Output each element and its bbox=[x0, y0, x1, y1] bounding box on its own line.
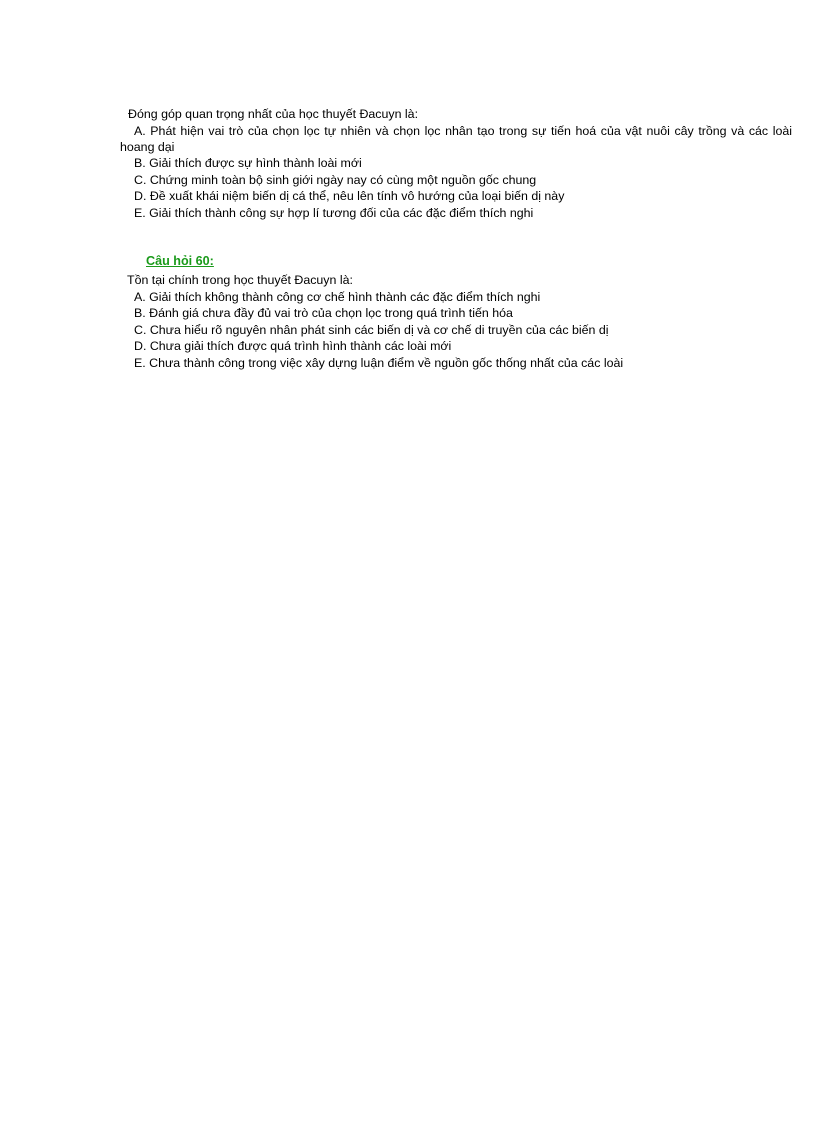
question-59-option-b: B. Giải thích được sự hình thành loài mới bbox=[134, 156, 362, 170]
question-59-option-a: A. Phát hiện vai trò của chọn lọc tự nhiên và chọn lọc nhân tạo trong sự tiến hoá của vật nuôi cây trồng và các loài hoang dại bbox=[120, 124, 792, 154]
question-59-option-c: C. Chứng minh toàn bộ sinh giới ngày nay có cùng một nguồn gốc chung bbox=[134, 173, 537, 187]
question-59-option-e: E. Giải thích thành công sự hợp lí tương đối của các đặc điểm thích nghi bbox=[134, 206, 534, 220]
question-60-option-b: B. Đánh giá chưa đầy đủ vai trò của chọn lọc trong quá trình tiến hóa bbox=[134, 306, 513, 320]
question-60-option-e: E. Chưa thành công trong việc xây dựng luận điểm về nguồn gốc thống nhất của các loài bbox=[134, 356, 624, 370]
question-59-text: Đóng góp quan trọng nhất của học thuyết Đacuyn là: bbox=[128, 107, 419, 121]
question-60-text: Tồn tại chính trong học thuyết Đacuyn là: bbox=[127, 273, 353, 287]
question-60-option-d: D. Chưa giải thích được quá trình hình thành các loài mới bbox=[134, 339, 452, 353]
question-60-option-a: A. Giải thích không thành công cơ chế hình thành các đặc điểm thích nghi bbox=[134, 290, 541, 304]
question-60-option-c: C. Chưa hiểu rõ nguyên nhân phát sinh các biến dị và cơ chế di truyền của các biến dị bbox=[134, 323, 609, 337]
question-60-heading: Câu hỏi 60: bbox=[146, 254, 214, 268]
question-59-option-d: D. Đề xuất khái niệm biến dị cá thể, nêu lên tính vô hướng của loại biến dị này bbox=[134, 189, 565, 203]
